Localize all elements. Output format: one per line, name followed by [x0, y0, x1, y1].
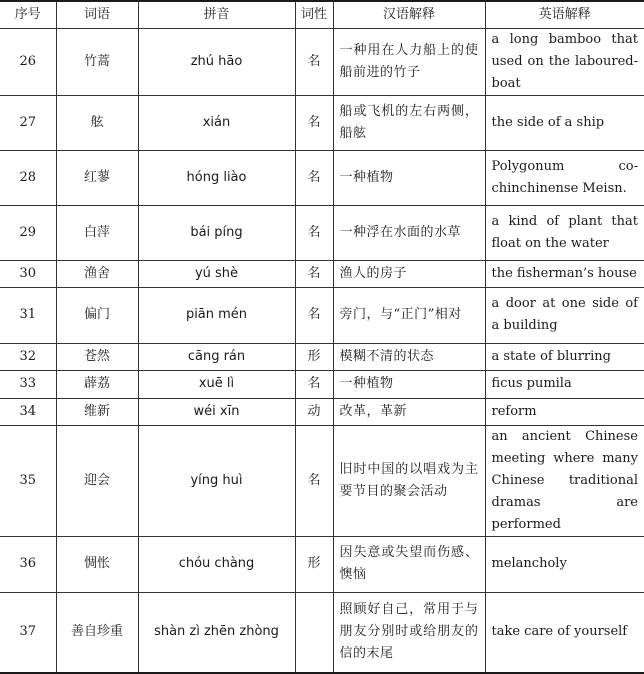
cell-number: 28 [0, 150, 56, 205]
cell-part-of-speech: 名 [295, 287, 333, 343]
header-word: 词语 [56, 1, 138, 28]
cell-chinese-explanation: 改革，革新 [333, 398, 485, 425]
cell-pinyin: cāng rán [138, 343, 295, 370]
cell-chinese-explanation: 一种用在人力船上的使船前进的竹子 [333, 28, 485, 95]
table-row [0, 592, 644, 673]
cell-pinyin: xuē lì [138, 370, 295, 398]
cell-chinese-explanation: 渔人的房子 [333, 260, 485, 287]
cell-number: 29 [0, 205, 56, 260]
cell-number: 27 [0, 95, 56, 150]
cell-pinyin: bái píng [138, 205, 295, 260]
cell-word: 善自珍重 [56, 592, 138, 673]
cell-english-explanation: an ancient Chinese meeting where many Chinese traditional dramas are performed [485, 425, 644, 536]
table-row [0, 343, 644, 370]
header-pinyin: 拼音 [138, 1, 295, 28]
cell-part-of-speech: 名 [295, 260, 333, 287]
cell-part-of-speech: 名 [295, 150, 333, 205]
cell-pinyin: chóu chàng [138, 536, 295, 592]
cell-pinyin: wéi xīn [138, 398, 295, 425]
cell-word: 苍然 [56, 343, 138, 370]
cell-word: 惆怅 [56, 536, 138, 592]
cell-word: 渔舍 [56, 260, 138, 287]
cell-part-of-speech: 形 [295, 343, 333, 370]
cell-pinyin: zhú hāo [138, 28, 295, 95]
cell-number: 35 [0, 425, 56, 536]
cell-word: 白萍 [56, 205, 138, 260]
table-row [0, 370, 644, 398]
table-row [0, 95, 644, 150]
table-row [0, 205, 644, 260]
cell-pinyin: yíng huì [138, 425, 295, 536]
cell-english-explanation: ficus pumila [485, 370, 644, 398]
cell-number: 32 [0, 343, 56, 370]
cell-word: 迎会 [56, 425, 138, 536]
cell-part-of-speech: 名 [295, 28, 333, 95]
cell-word: 红蓼 [56, 150, 138, 205]
header-part-of-speech: 词性 [295, 1, 333, 28]
cell-pinyin: piān mén [138, 287, 295, 343]
cell-word: 舷 [56, 95, 138, 150]
table-row [0, 398, 644, 425]
cell-chinese-explanation: 旁门，与“正门”相对 [333, 287, 485, 343]
cell-chinese-explanation: 船或飞机的左右两侧，船舷 [333, 95, 485, 150]
cell-chinese-explanation: 因失意或失望而伤感、懊恼 [333, 536, 485, 592]
cell-english-explanation: Polygonum co-chinchinense Meisn. [485, 150, 644, 205]
cell-chinese-explanation: 一种植物 [333, 370, 485, 398]
header-number: 序号 [0, 1, 56, 28]
cell-english-explanation: a door at one side of a building [485, 287, 644, 343]
cell-part-of-speech: 名 [295, 205, 333, 260]
cell-english-explanation: the fisherman’s house [485, 260, 644, 287]
header-row [0, 1, 644, 28]
table-row [0, 536, 644, 592]
cell-english-explanation: a state of blurring [485, 343, 644, 370]
cell-number: 26 [0, 28, 56, 95]
cell-chinese-explanation: 旧时中国的以唱戏为主要节目的聚会活动 [333, 425, 485, 536]
cell-number: 30 [0, 260, 56, 287]
header-english-explanation: 英语解释 [485, 1, 644, 28]
cell-part-of-speech: 名 [295, 95, 333, 150]
cell-number: 36 [0, 536, 56, 592]
cell-chinese-explanation: 模糊不清的状态 [333, 343, 485, 370]
cell-number: 31 [0, 287, 56, 343]
cell-part-of-speech: 动 [295, 398, 333, 425]
cell-english-explanation: a kind of plant that float on the water [485, 205, 644, 260]
cell-pinyin: yú shè [138, 260, 295, 287]
cell-number: 34 [0, 398, 56, 425]
cell-number: 37 [0, 592, 56, 673]
cell-part-of-speech: 名 [295, 370, 333, 398]
cell-chinese-explanation: 照顾好自己，常用于与朋友分别时或给朋友的信的末尾 [333, 592, 485, 673]
cell-number: 33 [0, 370, 56, 398]
cell-word: 偏门 [56, 287, 138, 343]
table-row [0, 287, 644, 343]
cell-word: 竹蒿 [56, 28, 138, 95]
cell-part-of-speech [295, 592, 333, 673]
cell-english-explanation: melancholy [485, 536, 644, 592]
cell-pinyin: shàn zì zhēn zhòng [138, 592, 295, 673]
table-row [0, 260, 644, 287]
cell-english-explanation: a long bamboo that used on the laboured-boat [485, 28, 644, 95]
header-chinese-explanation: 汉语解释 [333, 1, 485, 28]
table-row [0, 425, 644, 536]
cell-chinese-explanation: 一种浮在水面的水草 [333, 205, 485, 260]
cell-english-explanation: the side of a ship [485, 95, 644, 150]
cell-word: 维新 [56, 398, 138, 425]
table-row [0, 150, 644, 205]
cell-part-of-speech: 名 [295, 425, 333, 536]
cell-english-explanation: reform [485, 398, 644, 425]
cell-pinyin: xián [138, 95, 295, 150]
cell-english-explanation: take care of yourself [485, 592, 644, 673]
cell-word: 薜荔 [56, 370, 138, 398]
cell-part-of-speech: 形 [295, 536, 333, 592]
cell-pinyin: hóng liào [138, 150, 295, 205]
cell-chinese-explanation: 一种植物 [333, 150, 485, 205]
table-row [0, 28, 644, 95]
